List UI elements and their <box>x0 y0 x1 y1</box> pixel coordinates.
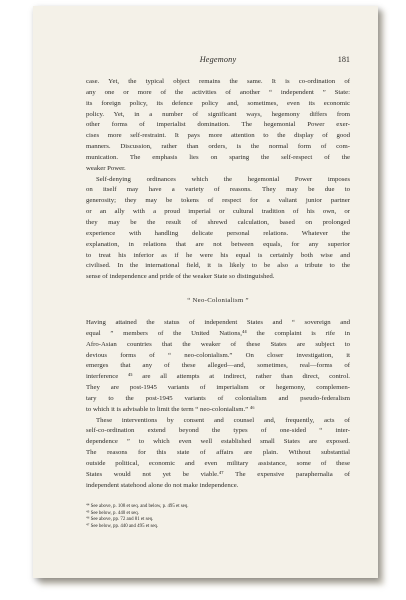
text-line: weaker Power. <box>86 164 126 172</box>
text-line: dependence ” to which even well established small States are exposed. <box>86 438 350 446</box>
text-line: policy. Yet, in a number of significant ways, hegemony differs from <box>86 110 350 118</box>
text-line: generosity; they may be tokens of respect for a valiant junior partner <box>86 197 350 205</box>
text-line: to which it is advisable to limit the term “ neo-colonialism.” ⁴⁶ <box>86 405 255 413</box>
text-line: munication. The emphasis lies on sparing the self-respect of the <box>86 153 350 161</box>
text-line: explanation, in relations that are not between equals, for any superior <box>86 240 350 248</box>
body-text <box>86 77 350 492</box>
book-page <box>33 6 378 578</box>
footnotes <box>86 504 350 530</box>
text-line: emerges that any of these alleged—and, sometimes, real—forms of <box>86 362 350 370</box>
text-line: devious forms of “ neo-colonialism.” On closer investigation, it <box>86 351 350 359</box>
text-line: Self-denying ordinances which the hegemonial Power imposes <box>96 175 350 183</box>
text-line: Afro-Asian countries that the weaker of these States are subject to <box>86 340 350 348</box>
running-title: Hegemony <box>199 55 237 64</box>
paragraph <box>86 175 350 283</box>
text-line: equal ” members of the United Nations,⁴⁴ the complaint is rife in <box>86 329 350 337</box>
text-line: they may be the result of shrewd calculation, based on prolonged <box>86 218 350 226</box>
text-line: tary to the post-1945 variants of colonialism and pseudo-federalism <box>86 394 350 402</box>
text-line: They are post-1945 variants of imperialism or hegemony, complemen- <box>86 384 350 392</box>
text-line: its foreign policy, its defence policy and, sometimes, even its economic <box>86 99 350 107</box>
text-line: on itself may have a variety of reasons. They may be due to <box>86 186 350 194</box>
text-line: outside political, economic and even military assistance, some of these <box>86 460 350 467</box>
section-heading: “ Neo-Colonialism ” <box>187 297 249 305</box>
text-line: sense of independence and pride of the weaker State so distinguished. <box>86 273 275 281</box>
text-line: civilised. In the international field, it is likely to be also a tribute to the <box>86 262 350 270</box>
text-line: self-co-ordination extend beyond the types of one-sided “ inter- <box>86 427 350 435</box>
running-head <box>86 55 350 67</box>
page-number: 181 <box>337 55 350 64</box>
text-line: Having attained the status of independent States and “ sovereign and <box>86 319 350 327</box>
text-line: The reasons for this state of affairs are plain. Without substantial <box>86 449 350 457</box>
footnote: ⁴⁴ See above, p. 108 et seq. and below, p. 495 et seq. <box>86 504 189 509</box>
section-spacer <box>86 283 350 295</box>
paragraph <box>86 416 350 492</box>
footnote: ⁴⁷ See below, pp. 440 and 495 et seq. <box>86 523 159 529</box>
text-line: States would not yet be viable.⁴⁷ The expensive paraphernalia of <box>86 470 350 478</box>
paragraph <box>86 318 350 416</box>
text-line: manners. Discussion, rather than orders, is the normal form of com- <box>86 143 350 151</box>
text-line: interference ⁴⁵ are all attempts at indirect, rather than direct, control. <box>86 373 350 381</box>
text-line: other forms of imperialist domination. The hegemonial Power exer- <box>86 121 350 129</box>
paragraph <box>86 77 350 175</box>
text-line: independent statehood alone do not make independence. <box>86 481 239 489</box>
text-line: These interventions by consent and counsel and, frequently, acts of <box>96 416 350 424</box>
text-line: experience with handling delicate personal relations. Whatever the <box>86 229 350 237</box>
text-line: or an ally with a proud imperial or cultural tradition of his own, or <box>86 208 350 216</box>
text-line: cises more self-restraint. It pays more attention to the display of good <box>86 132 350 140</box>
text-line: any one or more of the activities of another “ independent ” State: <box>86 88 350 96</box>
footnote: ⁴⁵ See below, p. 440 et seq. <box>86 510 139 516</box>
text-line: case. Yet, the typical object remains the same. It is co-ordination of <box>86 78 350 85</box>
footnote: ⁴⁶ See above, pp. 72 and 81 et seq. <box>86 517 154 523</box>
section-spacer <box>86 306 350 318</box>
text-line: to treat his inferior as if he were his equal is certainly both wise and <box>86 251 350 259</box>
